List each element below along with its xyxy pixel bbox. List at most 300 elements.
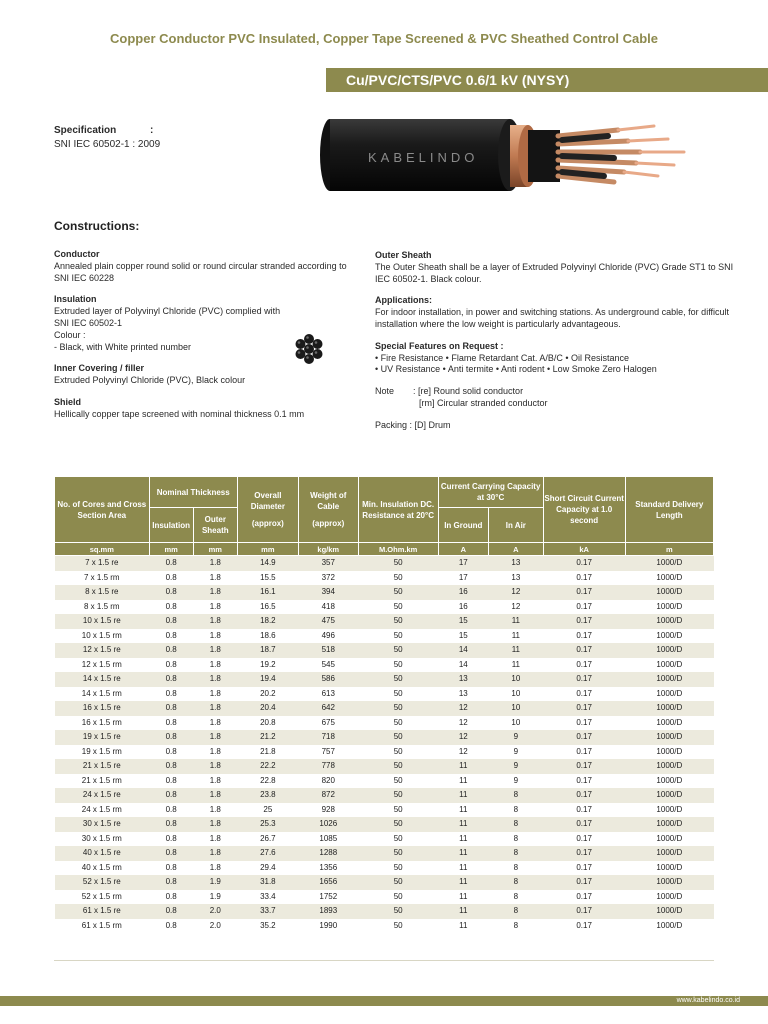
table-cell: 50 — [358, 832, 438, 847]
table-cell: 8 x 1.5 re — [55, 585, 150, 600]
table-cell: 1000/D — [625, 600, 713, 615]
unit-cell: kg/km — [298, 543, 358, 556]
table-cell: 50 — [358, 875, 438, 890]
col-header-in-ground: In Ground — [438, 508, 488, 543]
table-cell: 21.8 — [237, 745, 298, 760]
unit-cell: M.Ohm.km — [358, 543, 438, 556]
table-row — [55, 658, 714, 673]
table-cell: 7 x 1.5 rm — [55, 571, 150, 586]
table-cell: 0.8 — [149, 759, 193, 774]
table-cell: 1656 — [298, 875, 358, 890]
table-cell: 1000/D — [625, 701, 713, 716]
table-cell: 1.8 — [193, 614, 237, 629]
table-cell: 418 — [298, 600, 358, 615]
packing-text: Packing : [D] Drum — [375, 419, 451, 430]
table-cell: 2.0 — [193, 904, 237, 919]
constructions-heading: Constructions: — [54, 219, 140, 233]
table-cell: 1000/D — [625, 904, 713, 919]
table-row — [55, 643, 714, 658]
table-cell: 15 — [438, 629, 488, 644]
table-cell: 12 — [489, 585, 544, 600]
table-cell: 17 — [438, 571, 488, 586]
overall-diameter-sub: (approx) — [251, 519, 284, 528]
table-cell: 0.8 — [149, 643, 193, 658]
table-cell: 8 — [489, 875, 544, 890]
col-header-outer-sheath: Outer Sheath — [193, 508, 237, 543]
table-cell: 0.8 — [149, 846, 193, 861]
table-cell: 21 x 1.5 rm — [55, 774, 150, 789]
table-cell: 11 — [438, 919, 488, 934]
table-cell: 0.8 — [149, 745, 193, 760]
footer-bar — [0, 996, 768, 1006]
specification-colon: : — [150, 125, 154, 136]
table-row — [55, 890, 714, 905]
insulation-line2: SNI IEC 60502-1 — [54, 317, 123, 328]
table-cell: 0.8 — [149, 687, 193, 702]
insulation-line4: - Black, with White printed number — [54, 341, 192, 352]
col-header-delivery: Standard Delivery Length — [625, 477, 713, 543]
table-cell: 586 — [298, 672, 358, 687]
unit-cell: mm — [237, 543, 298, 556]
table-cell: 20.2 — [237, 687, 298, 702]
table-cell: 8 — [489, 817, 544, 832]
table-cell: 27.6 — [237, 846, 298, 861]
table-cell: 16 — [438, 585, 488, 600]
table-cell: 15 — [438, 614, 488, 629]
table-row — [55, 919, 714, 934]
table-cell: 14 — [438, 658, 488, 673]
table-cell: 19 x 1.5 rm — [55, 745, 150, 760]
table-cell: 1.9 — [193, 890, 237, 905]
table-cell: 372 — [298, 571, 358, 586]
table-cell: 1000/D — [625, 875, 713, 890]
table-cell: 33.4 — [237, 890, 298, 905]
stranded-conductor-icon — [292, 332, 326, 366]
specification-value: SNI IEC 60502-1 : 2009 — [54, 139, 161, 150]
table-row — [55, 716, 714, 731]
table-cell: 11 — [438, 904, 488, 919]
table-cell: 1000/D — [625, 585, 713, 600]
table-cell: 50 — [358, 585, 438, 600]
table-cell: 16 x 1.5 re — [55, 701, 150, 716]
table-cell: 50 — [358, 571, 438, 586]
table-cell: 1.8 — [193, 759, 237, 774]
table-cell: 1000/D — [625, 745, 713, 760]
table-cell: 8 — [489, 832, 544, 847]
table-cell: 0.17 — [543, 759, 625, 774]
table-cell: 8 — [489, 788, 544, 803]
table-cell: 11 — [438, 890, 488, 905]
table-cell: 675 — [298, 716, 358, 731]
table-cell: 11 — [489, 643, 544, 658]
table-cell: 8 — [489, 861, 544, 876]
table-cell: 1.8 — [193, 774, 237, 789]
table-cell: 0.17 — [543, 919, 625, 934]
table-cell: 1000/D — [625, 629, 713, 644]
table-cell: 14.9 — [237, 556, 298, 571]
table-cell: 0.8 — [149, 861, 193, 876]
table-cell: 0.8 — [149, 600, 193, 615]
table-cell: 0.17 — [543, 701, 625, 716]
table-row — [55, 687, 714, 702]
cable-specification-table — [54, 476, 714, 933]
table-cell: 11 — [438, 861, 488, 876]
table-row — [55, 614, 714, 629]
shield-block — [54, 397, 354, 421]
shield-heading: Shield — [54, 396, 82, 407]
table-cell: 1.8 — [193, 629, 237, 644]
table-cell: 50 — [358, 890, 438, 905]
table-cell: 50 — [358, 846, 438, 861]
table-cell: 23.8 — [237, 788, 298, 803]
table-cell: 1000/D — [625, 846, 713, 861]
table-cell: 0.8 — [149, 672, 193, 687]
table-cell: 1.9 — [193, 875, 237, 890]
table-cell: 394 — [298, 585, 358, 600]
table-cell: 357 — [298, 556, 358, 571]
table-cell: 40 x 1.5 rm — [55, 861, 150, 876]
note-line1: : [re] Round solid conductor — [413, 386, 524, 397]
table-cell: 50 — [358, 788, 438, 803]
table-cell: 50 — [358, 629, 438, 644]
table-cell: 1000/D — [625, 556, 713, 571]
table-cell: 31.8 — [237, 875, 298, 890]
table-cell: 820 — [298, 774, 358, 789]
table-cell: 0.17 — [543, 774, 625, 789]
table-cell: 0.17 — [543, 817, 625, 832]
special-features-heading: Special Features on Request : — [375, 340, 504, 351]
table-row — [55, 701, 714, 716]
table-cell: 0.17 — [543, 875, 625, 890]
table-cell: 50 — [358, 672, 438, 687]
table-cell: 20.4 — [237, 701, 298, 716]
table-body — [55, 556, 714, 934]
col-header-min-insulation: Min. Insulation DC. Resistance at 20°C — [358, 477, 438, 543]
table-cell: 1.8 — [193, 701, 237, 716]
table-cell: 61 x 1.5 rm — [55, 919, 150, 934]
col-header-short-circuit: Short Circuit Current Capacity at 1.0 second — [543, 477, 625, 543]
table-cell: 18.2 — [237, 614, 298, 629]
table-cell: 1000/D — [625, 832, 713, 847]
table-cell: 14 — [438, 643, 488, 658]
unit-cell: kA — [543, 543, 625, 556]
table-row — [55, 745, 714, 760]
table-cell: 8 — [489, 803, 544, 818]
table-cell: 1.8 — [193, 556, 237, 571]
specification-block — [54, 124, 160, 152]
table-cell: 0.8 — [149, 788, 193, 803]
table-cell: 12 x 1.5 re — [55, 643, 150, 658]
table-cell: 18.6 — [237, 629, 298, 644]
table-cell: 12 x 1.5 rm — [55, 658, 150, 673]
table-cell: 0.17 — [543, 803, 625, 818]
col-header-weight — [298, 477, 358, 543]
table-cell: 50 — [358, 817, 438, 832]
table-cell: 0.8 — [149, 716, 193, 731]
table-cell: 0.17 — [543, 643, 625, 658]
table-cell: 13 — [489, 556, 544, 571]
table-cell: 757 — [298, 745, 358, 760]
table-cell: 16.5 — [237, 600, 298, 615]
table-cell: 19.4 — [237, 672, 298, 687]
table-cell: 1000/D — [625, 788, 713, 803]
table-cell: 8 — [489, 919, 544, 934]
table-cell: 0.8 — [149, 556, 193, 571]
special-features-line2: • UV Resistance • Anti termite • Anti rodent • Low Smoke Zero Halogen — [375, 364, 657, 375]
table-cell: 1000/D — [625, 759, 713, 774]
table-cell: 50 — [358, 730, 438, 745]
table-cell: 0.17 — [543, 600, 625, 615]
table-cell: 1000/D — [625, 672, 713, 687]
table-cell: 1.8 — [193, 600, 237, 615]
table-cell: 9 — [489, 759, 544, 774]
table-cell: 0.17 — [543, 614, 625, 629]
table-cell: 11 — [438, 803, 488, 818]
table-cell: 21 x 1.5 re — [55, 759, 150, 774]
table-cell: 0.17 — [543, 745, 625, 760]
table-row — [55, 861, 714, 876]
table-cell: 0.17 — [543, 730, 625, 745]
table-cell: 545 — [298, 658, 358, 673]
table-cell: 0.8 — [149, 614, 193, 629]
inner-covering-text: Extruded Polyvinyl Chloride (PVC), Black colour — [54, 375, 246, 386]
table-cell: 22.8 — [237, 774, 298, 789]
table-cell: 0.17 — [543, 716, 625, 731]
weight-sub: (approx) — [312, 519, 345, 528]
table-cell: 1.8 — [193, 687, 237, 702]
table-cell: 50 — [358, 919, 438, 934]
table-cell: 1.8 — [193, 585, 237, 600]
table-cell: 50 — [358, 643, 438, 658]
table-cell: 0.17 — [543, 832, 625, 847]
table-cell: 0.8 — [149, 585, 193, 600]
table-cell: 1288 — [298, 846, 358, 861]
table-cell: 12 — [489, 600, 544, 615]
table-cell: 1.8 — [193, 788, 237, 803]
unit-cell: sq.mm — [55, 543, 150, 556]
cable-brand-print: KABELINDO — [368, 150, 479, 165]
special-features-block — [375, 341, 745, 376]
table-cell: 15.5 — [237, 571, 298, 586]
table-cell: 17 — [438, 556, 488, 571]
shield-text: Hellically copper tape screened with nominal thickness 0.1 mm — [54, 408, 305, 419]
table-cell: 11 — [489, 658, 544, 673]
table-cell: 928 — [298, 803, 358, 818]
table-cell: 50 — [358, 774, 438, 789]
table-cell: 9 — [489, 730, 544, 745]
table-cell: 26.7 — [237, 832, 298, 847]
table-cell: 18.7 — [237, 643, 298, 658]
table-cell: 1.8 — [193, 745, 237, 760]
weight-label: Weight of Cable — [310, 491, 347, 511]
inner-covering-heading: Inner Covering / filler — [54, 363, 145, 374]
table-cell: 0.8 — [149, 730, 193, 745]
table-cell: 22.2 — [237, 759, 298, 774]
table-cell: 9 — [489, 745, 544, 760]
table-cell: 1.8 — [193, 803, 237, 818]
unit-cell: mm — [193, 543, 237, 556]
table-cell: 8 — [489, 904, 544, 919]
table-cell: 1.8 — [193, 658, 237, 673]
table-cell: 2.0 — [193, 919, 237, 934]
table-cell: 1000/D — [625, 861, 713, 876]
table-cell: 0.17 — [543, 788, 625, 803]
table-cell: 1000/D — [625, 687, 713, 702]
table-cell: 1000/D — [625, 730, 713, 745]
table-cell: 0.17 — [543, 890, 625, 905]
table-cell: 7 x 1.5 re — [55, 556, 150, 571]
table-cell: 21.2 — [237, 730, 298, 745]
table-cell: 40 x 1.5 re — [55, 846, 150, 861]
table-cell: 1990 — [298, 919, 358, 934]
table-row — [55, 817, 714, 832]
table-cell: 14 x 1.5 rm — [55, 687, 150, 702]
table-cell: 1000/D — [625, 774, 713, 789]
table-cell: 29.4 — [237, 861, 298, 876]
table-cell: 52 x 1.5 rm — [55, 890, 150, 905]
model-bar: Cu/PVC/CTS/PVC 0.6/1 kV (NYSY) — [326, 68, 768, 92]
table-cell: 0.8 — [149, 658, 193, 673]
document-title: Copper Conductor PVC Insulated, Copper Tape Screened & PVC Sheathed Control Cable — [110, 31, 658, 46]
table-cell: 1000/D — [625, 658, 713, 673]
table-cell: 1000/D — [625, 643, 713, 658]
table-cell: 12 — [438, 730, 488, 745]
table-cell: 1752 — [298, 890, 358, 905]
col-header-in-air: In Air — [489, 508, 544, 543]
table-cell: 1000/D — [625, 614, 713, 629]
table-cell: 25.3 — [237, 817, 298, 832]
table-cell: 0.8 — [149, 817, 193, 832]
table-cell: 19.2 — [237, 658, 298, 673]
table-cell: 1356 — [298, 861, 358, 876]
conductor-text: Annealed plain copper round solid or round circular stranded according to SNI IEC 60228 — [54, 260, 347, 283]
table-cell: 13 — [438, 672, 488, 687]
special-features-line1: • Fire Resistance • Flame Retardant Cat. A/B/C • Oil Resistance — [375, 352, 630, 363]
table-cell: 12 — [438, 716, 488, 731]
unit-cell: mm — [149, 543, 193, 556]
table-cell: 872 — [298, 788, 358, 803]
footer-url: www.kabelindo.co.id — [676, 997, 740, 1004]
table-cell: 10 — [489, 687, 544, 702]
table-cell: 11 — [438, 774, 488, 789]
table-cell: 50 — [358, 600, 438, 615]
table-cell: 0.17 — [543, 571, 625, 586]
table-cell: 0.17 — [543, 687, 625, 702]
table-cell: 11 — [489, 629, 544, 644]
table-cell: 11 — [438, 846, 488, 861]
table-cell: 10 — [489, 701, 544, 716]
table-cell: 50 — [358, 556, 438, 571]
table-cell: 10 — [489, 716, 544, 731]
table-cell: 1.8 — [193, 846, 237, 861]
table-cell: 10 — [489, 672, 544, 687]
table-cell: 778 — [298, 759, 358, 774]
table-cell: 9 — [489, 774, 544, 789]
table-cell: 0.17 — [543, 672, 625, 687]
table-cell: 0.8 — [149, 803, 193, 818]
table-cell: 0.17 — [543, 556, 625, 571]
table-cell: 1893 — [298, 904, 358, 919]
conductor-block — [54, 249, 354, 284]
table-cell: 30 x 1.5 rm — [55, 832, 150, 847]
table-cell: 1.8 — [193, 730, 237, 745]
table-cell: 11 — [438, 817, 488, 832]
table-cell: 0.8 — [149, 890, 193, 905]
table-cell: 50 — [358, 701, 438, 716]
table-cell: 0.17 — [543, 658, 625, 673]
table-cell: 718 — [298, 730, 358, 745]
table-cell: 11 — [438, 875, 488, 890]
table-cell: 16 x 1.5 rm — [55, 716, 150, 731]
table-cell: 1085 — [298, 832, 358, 847]
table-row — [55, 556, 714, 571]
table-cell: 50 — [358, 803, 438, 818]
table-cell: 0.17 — [543, 861, 625, 876]
table-row — [55, 600, 714, 615]
table-cell: 1026 — [298, 817, 358, 832]
table-cell: 1000/D — [625, 716, 713, 731]
table-cell: 24 x 1.5 re — [55, 788, 150, 803]
table-cell: 50 — [358, 759, 438, 774]
table-cell: 11 — [489, 614, 544, 629]
table-cell: 24 x 1.5 rm — [55, 803, 150, 818]
note-label: Note — [375, 386, 395, 397]
col-header-cores: No. of Cores and Cross Section Area — [55, 477, 150, 543]
table-cell: 12 — [438, 701, 488, 716]
table-cell: 50 — [358, 687, 438, 702]
applications-text: For indoor installation, in power and switching stations. As underground cable, for difficult installation where the low weight is particularly advantageous. — [375, 307, 730, 329]
table-cell: 0.8 — [149, 701, 193, 716]
table-cell: 1000/D — [625, 817, 713, 832]
table-cell: 1.8 — [193, 817, 237, 832]
units-row — [55, 543, 714, 556]
table-cell: 1000/D — [625, 803, 713, 818]
table-cell: 0.8 — [149, 875, 193, 890]
table-cell: 475 — [298, 614, 358, 629]
outer-sheath-heading: Outer Sheath — [375, 250, 432, 260]
table-cell: 0.17 — [543, 904, 625, 919]
table-cell: 12 — [438, 745, 488, 760]
table-cell: 1.8 — [193, 571, 237, 586]
insulation-line1: Extruded layer of Polyvinyl Chloride (PVC) complied with — [54, 306, 281, 317]
insulation-heading: Insulation — [54, 294, 97, 305]
table-row — [55, 585, 714, 600]
table-cell: 35.2 — [237, 919, 298, 934]
table-cell: 11 — [438, 788, 488, 803]
insulation-line3: Colour : — [54, 329, 86, 340]
conductor-heading: Conductor — [54, 249, 100, 259]
table-cell: 50 — [358, 658, 438, 673]
col-header-nominal-thickness: Nominal Thickness — [149, 477, 237, 508]
table-row — [55, 730, 714, 745]
table-cell: 1000/D — [625, 919, 713, 934]
table-cell: 16 — [438, 600, 488, 615]
table-cell: 518 — [298, 643, 358, 658]
table-cell: 8 x 1.5 rm — [55, 600, 150, 615]
table-cell: 1.8 — [193, 832, 237, 847]
table-row — [55, 846, 714, 861]
table-cell: 1.8 — [193, 643, 237, 658]
table-cell: 8 — [489, 890, 544, 905]
table-cell: 0.8 — [149, 832, 193, 847]
outer-sheath-text: The Outer Sheath shall be a layer of Extruded Polyvinyl Chloride (PVC) Grade ST1 to SNI IEC 60502-1. Black colour. — [375, 261, 734, 284]
table-bottom-rule — [54, 960, 714, 961]
table-cell: 0.17 — [543, 629, 625, 644]
unit-cell: A — [489, 543, 544, 556]
table-cell: 50 — [358, 614, 438, 629]
table-cell: 11 — [438, 832, 488, 847]
table-cell: 0.8 — [149, 774, 193, 789]
